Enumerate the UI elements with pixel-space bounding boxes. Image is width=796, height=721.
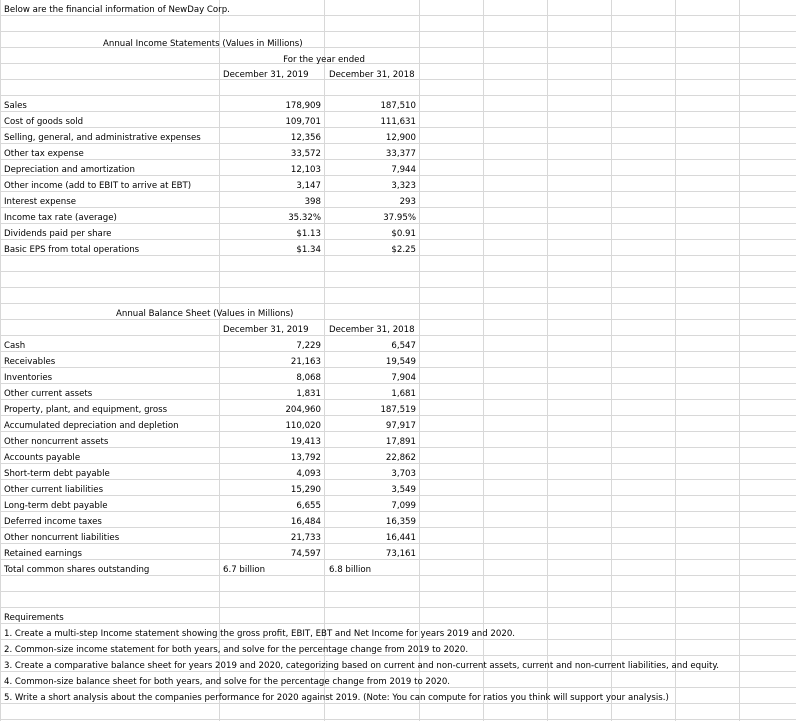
income-row-2019: 398 [304, 197, 321, 207]
balance-row-2018: 1,681 [391, 389, 416, 399]
income-row-2018: 37.95% [383, 213, 416, 223]
balance-sheet-title: Annual Balance Sheet (Values in Millions) [116, 309, 294, 319]
balance-row-label: Deferred income taxes [4, 517, 102, 527]
balance-row-2018: 16,359 [385, 517, 416, 527]
balance-row-2019: 13,792 [290, 453, 321, 463]
balance-row-2018: 17,891 [385, 437, 416, 447]
balance-row-label: Other noncurrent assets [4, 437, 109, 447]
balance-row-2018: 7,099 [391, 501, 416, 511]
income-row-2019: $1.13 [296, 229, 321, 239]
income-row-label: Cost of goods sold [4, 117, 84, 127]
balance-row-label: Other current assets [4, 389, 93, 399]
balance-row-label: Other noncurrent liabilities [4, 533, 120, 543]
balance-row-2018: 6,547 [391, 341, 416, 351]
income-row-2019: 12,356 [290, 133, 321, 143]
income-row-2019: 178,909 [285, 101, 321, 111]
balance-row-2019: 21,733 [290, 533, 321, 543]
balance-row-label: Accumulated depreciation and depletion [4, 421, 179, 431]
income-row-2019: 3,147 [296, 181, 321, 191]
balance-row-2018: 97,917 [385, 421, 416, 431]
income-row-label: Basic EPS from total operations [4, 245, 140, 255]
requirements-title: Requirements [4, 613, 64, 623]
income-subtitle: For the year ended [283, 55, 365, 65]
balance-row-label: Long-term debt payable [4, 501, 108, 511]
income-row-2018: 111,631 [380, 117, 416, 127]
income-row-2019: $1.34 [296, 245, 321, 255]
income-row-2019: 12,103 [290, 165, 321, 175]
balance-row-2018: 7,904 [391, 373, 416, 383]
balance-row-2019: 15,290 [290, 485, 321, 495]
shares-2018: 6.8 billion [329, 565, 372, 575]
balance-row-2019: 110,020 [285, 421, 321, 431]
income-row-label: Depreciation and amortization [4, 165, 135, 175]
income-row-2019: 109,701 [285, 117, 321, 127]
requirement-item: 1. Create a multi-step Income statement showing the gross profit, EBIT, EBT and Net Income for years 2019 and 2020. [4, 629, 516, 639]
requirement-item: 4. Common-size balance sheet for both years, and solve for the percentage change from 2019 to 2020. [4, 677, 451, 687]
income-row-2018: $0.91 [391, 229, 416, 239]
balance-row-2018: 73,161 [385, 549, 416, 559]
balance-row-2018: 22,862 [385, 453, 416, 463]
balance-row-2019: 4,093 [296, 469, 321, 479]
balance-row-2018: 16,441 [385, 533, 416, 543]
balance-col-2019: December 31, 2019 [223, 325, 309, 335]
income-row-2019: 33,572 [290, 149, 321, 159]
income-row-label: Selling, general, and administrative expenses [4, 133, 201, 143]
balance-row-2019: 74,597 [290, 549, 321, 559]
balance-row-label: Cash [4, 341, 26, 351]
income-row-2018: 187,510 [380, 101, 416, 111]
balance-row-2019: 7,229 [296, 341, 321, 351]
income-row-label: Interest expense [4, 197, 77, 207]
income-col-2019: December 31, 2019 [223, 70, 309, 80]
income-row-2018: $2.25 [391, 245, 416, 255]
income-row-label: Income tax rate (average) [4, 213, 117, 223]
income-row-2018: 12,900 [385, 133, 416, 143]
balance-row-2019: 6,655 [296, 501, 321, 511]
income-row-2018: 33,377 [385, 149, 416, 159]
balance-row-label: Receivables [4, 357, 56, 367]
requirement-item: 3. Create a comparative balance sheet for years 2019 and 2020, categorizing based on current and non-current assets, current and non-current liabilities, and equity. [4, 661, 719, 671]
balance-row-label: Accounts payable [4, 453, 81, 463]
shares-2019: 6.7 billion [223, 565, 266, 575]
balance-row-2019: 19,413 [290, 437, 321, 447]
balance-row-label: Retained earnings [4, 549, 82, 559]
balance-row-2019: 16,484 [290, 517, 321, 527]
balance-row-2019: 8,068 [296, 373, 321, 383]
requirement-item: 5. Write a short analysis about the companies performance for 2020 against 2019. (Note: You can compute for ratios you think will support your analysis.) [4, 693, 669, 703]
balance-row-label: Other current liabilities [4, 485, 104, 495]
shares-label: Total common shares outstanding [4, 565, 150, 575]
intro-text: Below are the financial information of NewDay Corp. [4, 5, 230, 15]
balance-row-2018: 3,703 [391, 469, 416, 479]
balance-row-2018: 187,519 [380, 405, 416, 415]
income-col-2018: December 31, 2018 [329, 70, 415, 80]
income-row-2018: 293 [399, 197, 416, 207]
balance-row-2019: 1,831 [296, 389, 321, 399]
requirement-item: 2. Common-size income statement for both years, and solve for the percentage change from 2019 to 2020. [4, 645, 469, 655]
balance-col-2018: December 31, 2018 [329, 325, 415, 335]
income-row-2019: 35.32% [288, 213, 321, 223]
income-row-2018: 7,944 [391, 165, 416, 175]
income-row-label: Other tax expense [4, 149, 84, 159]
balance-row-2018: 19,549 [385, 357, 416, 367]
income-row-label: Dividends paid per share [4, 229, 112, 239]
balance-row-label: Short-term debt payable [4, 469, 110, 479]
balance-row-label: Property, plant, and equipment, gross [4, 405, 168, 415]
income-statement-title: Annual Income Statements (Values in Millions) [103, 39, 303, 49]
income-row-label: Other income (add to EBIT to arrive at EBT) [4, 181, 192, 191]
income-row-2018: 3,323 [391, 181, 416, 191]
income-row-label: Sales [4, 101, 27, 111]
balance-row-2019: 204,960 [285, 405, 321, 415]
balance-row-label: Inventories [4, 373, 53, 383]
balance-row-2018: 3,549 [391, 485, 416, 495]
balance-row-2019: 21,163 [290, 357, 321, 367]
